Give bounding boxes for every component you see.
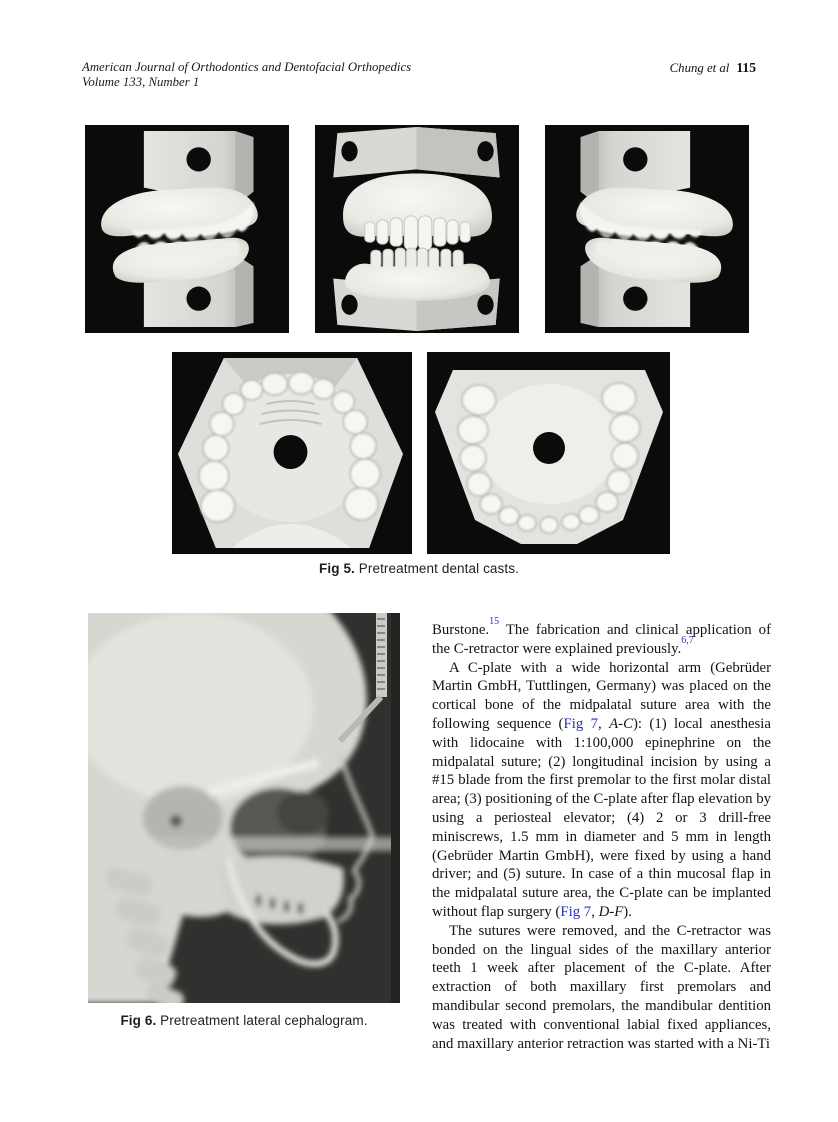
fig5-caption-text: Pretreatment dental casts. — [354, 561, 519, 576]
running-head — [670, 60, 756, 76]
cast-photo-mandibular-occlusal — [427, 352, 670, 554]
cast-photo-frontal — [315, 125, 519, 333]
running-head-authors: Chung et al — [669, 61, 730, 75]
cephalogram-photo — [88, 613, 400, 1003]
fig6-label: Fig 6. — [120, 1013, 157, 1028]
body-text-column — [432, 616, 771, 1053]
cast-photo-maxillary-occlusal — [172, 352, 412, 554]
journal-volume: Volume 133, Number 1 — [82, 75, 200, 89]
panel-letters: D-F — [598, 903, 624, 920]
journal-header — [82, 60, 411, 90]
body-paragraph: The sutures were removed, and the C-retractor was bonded on the lingual sides of the maxillary anterior teeth 1 week after placement of the C-plate. After extraction of both maxillary first premolars and mandibular second premolars, the mandibular dentition was treated with conventional labial fixed appliances, and maxillary anterior retraction was started with a Ni-Ti — [432, 922, 771, 1052]
reference-superscript[interactable]: 15 — [489, 616, 500, 628]
body-paragraph: A C-plate with a wide horizontal arm (Gebrüder Martin GmbH, Tuttlingen, Germany) was placed on the cortical bone of the midpalatal suture area with the following sequence (Fig 7, A-C): (1) local anesthesia with lidocaine with 1:100,000 epinephrine on the midpalatal suture; (2) longitudinal incision by using a #15 blade from the first premolar to the first molar distal area; (3) positioning of the C-plate after flap elevation by using a periosteal elevator; (4) 2 or 3 drill-free miniscrews, 1.5 mm in diameter and 5 mm in length (Gebrüder Martin GmbH), were fixed by using a hand driver; and (5) suture. In case of a thin mucosal flap in the midpalatal suture area, the C-plate can be implanted without flap surgery (Fig 7, D-F). — [432, 659, 771, 920]
fig6-caption — [88, 1013, 400, 1028]
journal-title: American Journal of Orthodontics and Dentofacial Orthopedics — [82, 60, 412, 74]
cast-photo-right-lateral — [85, 125, 289, 333]
fig5-label: Fig 5. — [319, 561, 355, 576]
panel-letters: A-C — [609, 715, 633, 732]
reference-superscript[interactable]: 6,7 — [681, 634, 694, 646]
page-number: 115 — [736, 60, 756, 75]
body-paragraph: Burstone.$^{15}$ The fabrication and clinical application of the C-retractor were explained previously.$^{6,7}$ — [432, 616, 771, 657]
cast-photo-left-lateral — [545, 125, 749, 333]
fig6-caption-text: Pretreatment lateral cephalogram. — [156, 1013, 368, 1028]
fig7-link[interactable]: Fig 7 — [563, 715, 599, 732]
fig5-caption — [0, 561, 838, 576]
fig7-link[interactable]: Fig 7 — [560, 903, 592, 920]
